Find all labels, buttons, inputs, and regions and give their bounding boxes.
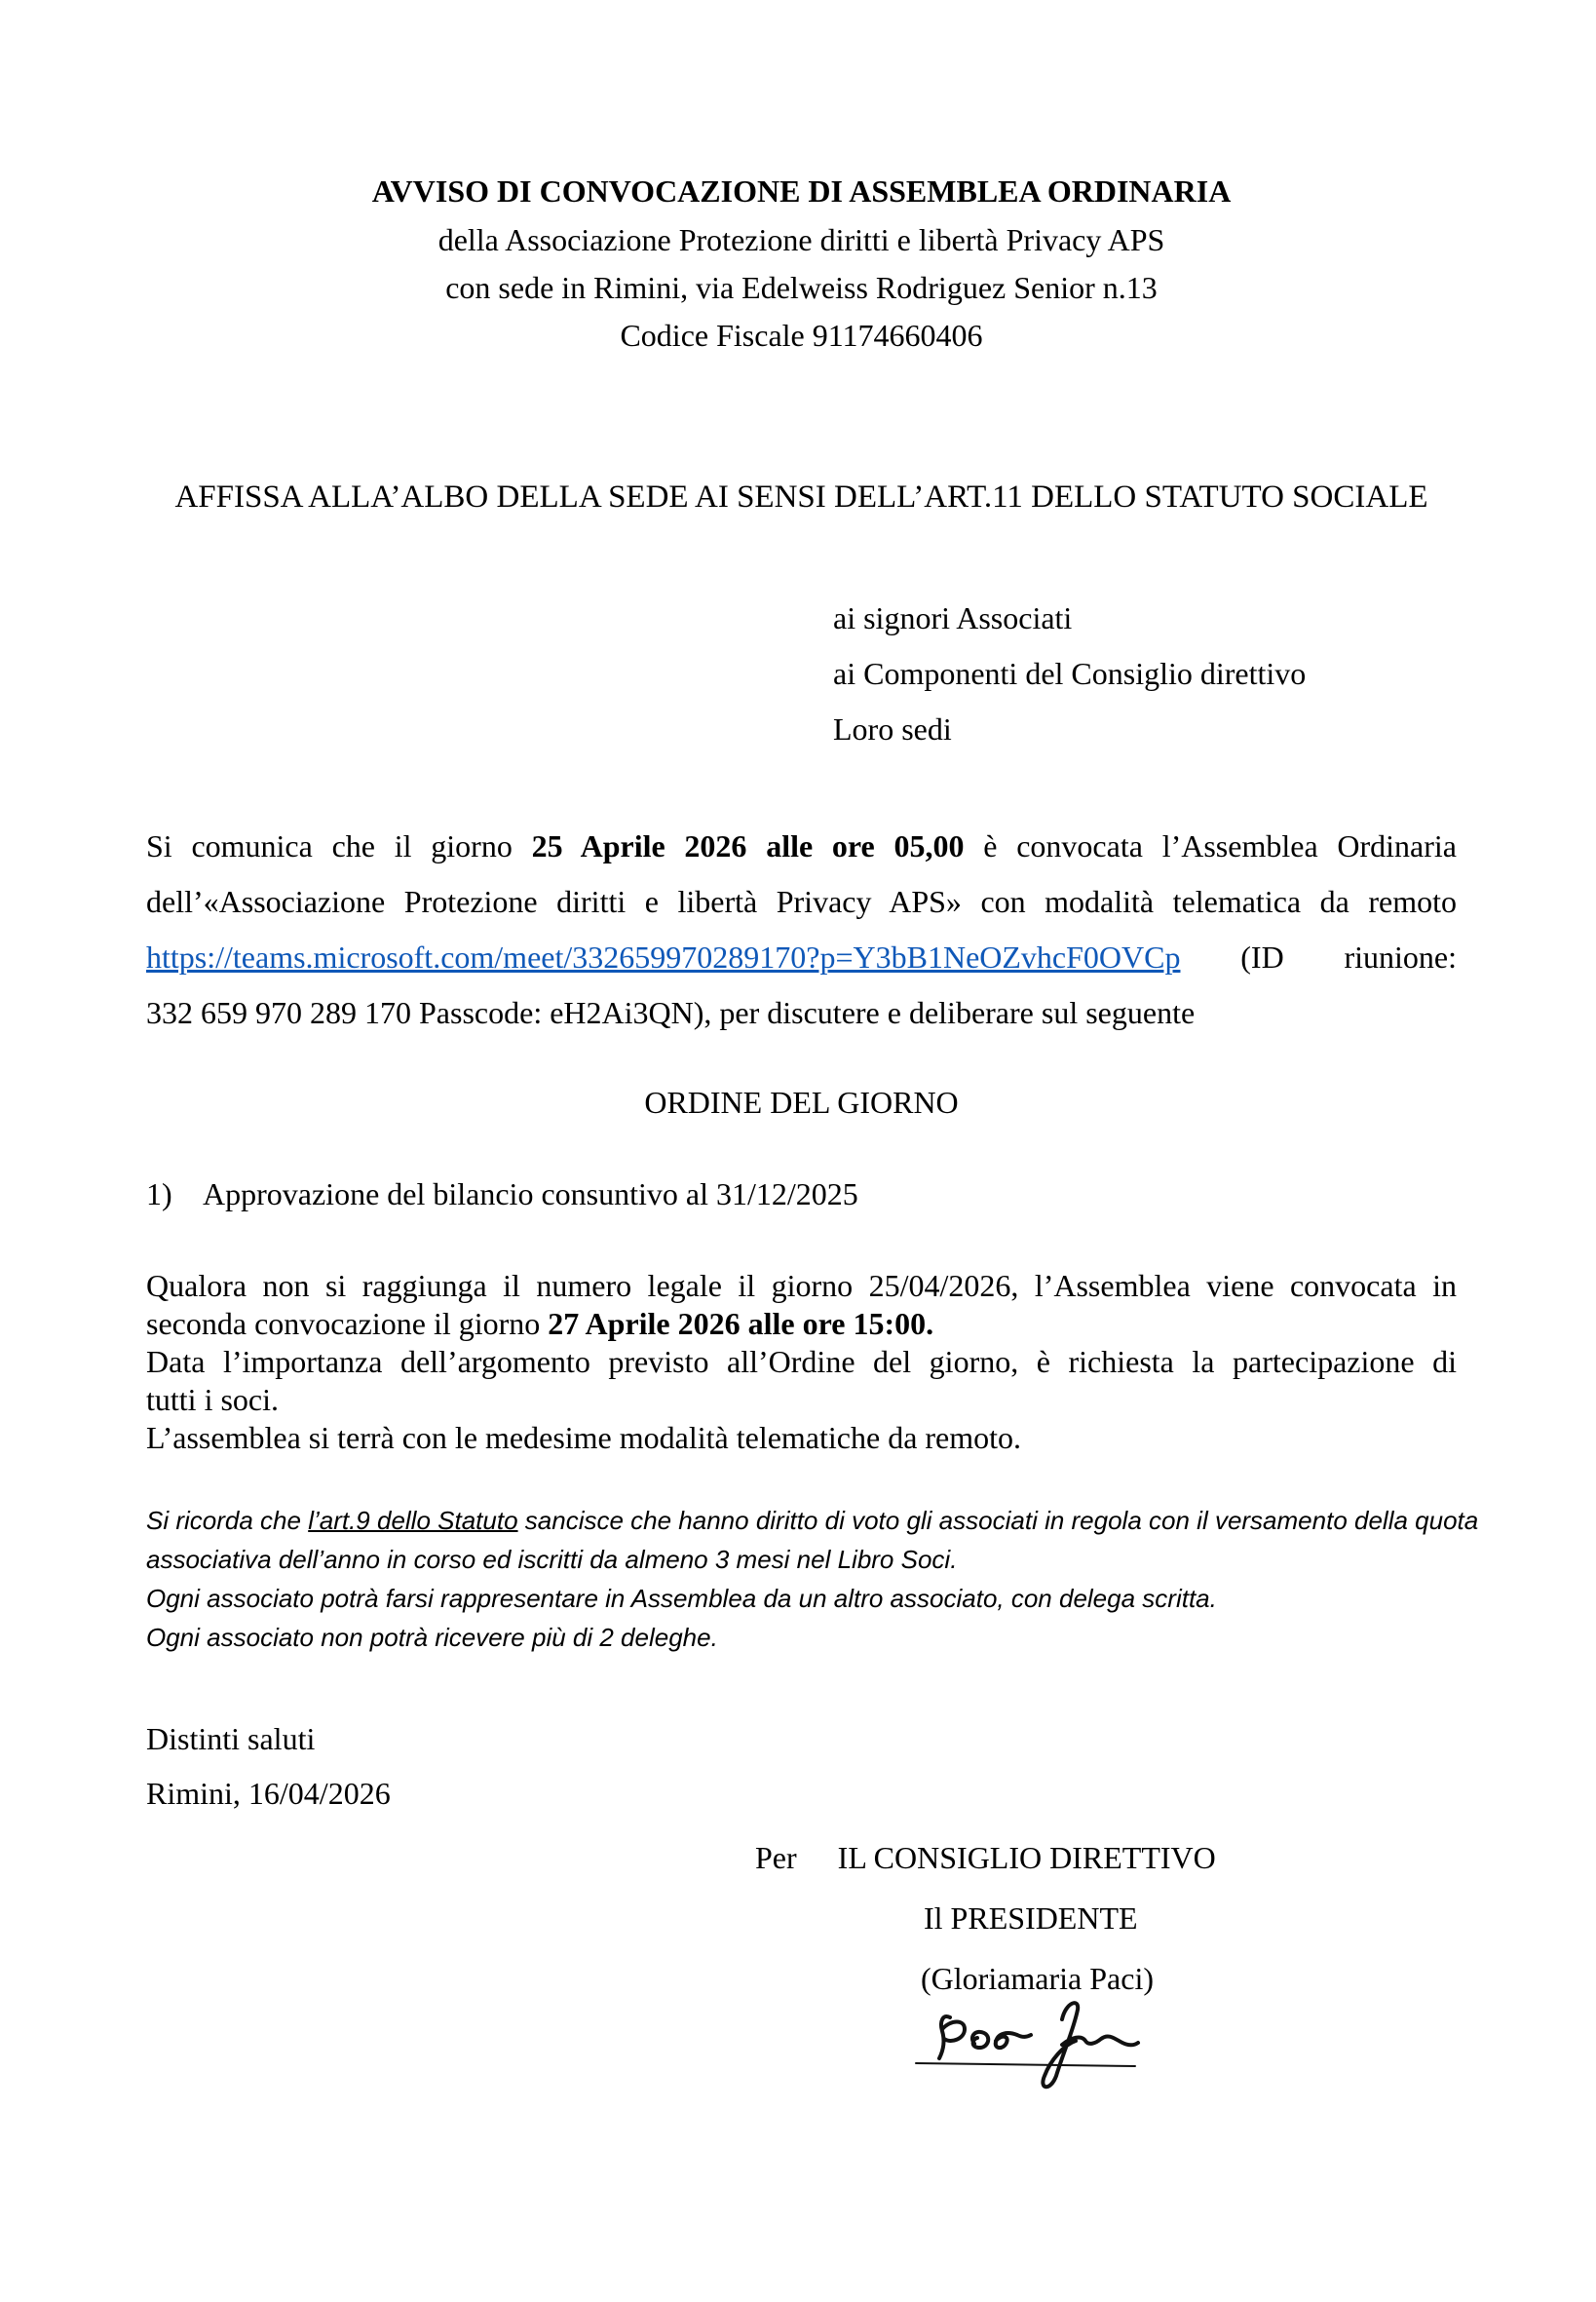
importance-line-1: Data l’importanza dell’argomento previsto all’Ordine del giorno, è richiesta la partecipazione di	[146, 1344, 1457, 1379]
signature-underline	[916, 2063, 1135, 2066]
agenda-heading: ORDINE DEL GIORNO	[644, 1085, 959, 1120]
importance-line-2: tutti i soci.	[146, 1382, 279, 1417]
convocation-line-1	[146, 819, 1457, 874]
president-name: (Gloriamaria Paci)	[921, 1961, 1154, 1996]
note-post: sancisce che hanno diritto di voto gli associati in regola con il versamento della quota	[517, 1506, 1479, 1535]
signature-scribble-icon	[896, 1990, 1237, 2097]
convocation-line-2: dell’«Associazione Protezione diritti e libertà Privacy APS» con modalità telematica da remoto	[146, 884, 1457, 919]
org-address-line: con sede in Rimini, via Edelweiss Rodriguez Senior n.13	[445, 270, 1158, 305]
second-call-paragraph	[146, 1267, 1457, 1457]
recipient-line-loro-sedi: Loro sedi	[833, 711, 952, 747]
recipients-block	[833, 591, 1306, 757]
closing-salutation: Distinti saluti	[146, 1721, 316, 1756]
agenda-item-1-number: 1)	[146, 1176, 172, 1211]
meeting-link[interactable]: https://teams.microsoft.com/meet/332659970289170?p=Y3bB1NeOZvhcF0OVCp	[146, 940, 1181, 975]
per-label: Per	[755, 1840, 797, 1875]
second-call-pre: seconda convocazione il giorno	[146, 1306, 549, 1341]
second-call-line-1: Qualora non si raggiunga il numero legale il giorno 25/04/2026, l’Assemblea viene convocata in	[146, 1268, 1457, 1303]
fiscal-code-line: Codice Fiscale 91174660406	[620, 318, 983, 353]
delegation-limit-line: Ogni associato non potrà ricevere più di 2 deleghe.	[146, 1623, 718, 1652]
delegation-rule-line: Ogni associato potrà farsi rappresentare in Assemblea da un altro associato, con delega scritta.	[146, 1584, 1217, 1613]
statute-note-line-1	[146, 1501, 1479, 1540]
recipient-line-consiglio: ai Componenti del Consiglio direttivo	[833, 656, 1307, 691]
convocation-paragraph	[146, 819, 1457, 1041]
note-pre: Si ricorda che	[146, 1506, 309, 1535]
org-name-line: della Associazione Protezione diritti e libertà Privacy APS	[437, 222, 1165, 257]
statute-note-line-2: associativa dell’anno in corso ed iscritti da almeno 3 mesi nel Libro Soci.	[146, 1545, 958, 1574]
convocation-line-3	[146, 930, 1457, 985]
agenda-item-1-text: Approvazione del bilancio consuntivo al 31/12/2025	[203, 1176, 858, 1211]
first-call-datetime: 25 Aprile 2026 alle ore 05,00	[531, 828, 965, 863]
statute-article-reference: l’art.9 dello Statuto	[308, 1506, 518, 1535]
second-call-line-2	[146, 1305, 1457, 1343]
recipient-line-associati: ai signori Associati	[833, 600, 1073, 635]
signature-area	[896, 1990, 1237, 2097]
convocation-text-pre: Si comunica che il giorno	[146, 828, 532, 863]
second-call-datetime: 27 Aprile 2026 alle ore 15:00.	[548, 1306, 934, 1341]
convocation-text-post: è convocata l’Assemblea Ordinaria	[964, 828, 1458, 863]
meeting-id-label: (ID riunione:	[1180, 940, 1457, 975]
place-date-line: Rimini, 16/04/2026	[146, 1776, 391, 1811]
posting-notice: AFFISSA ALLA’ALBO DELLA SEDE AI SENSI DELL’ART.11 DELLO STATUTO SOCIALE	[174, 480, 1428, 515]
convocation-line-4: 332 659 970 289 170 Passcode: eH2Ai3QN), per discutere e deliberare sul seguente	[146, 995, 1196, 1030]
statute-note	[146, 1501, 1479, 1657]
president-title: Il PRESIDENTE	[924, 1900, 1138, 1936]
council-label: IL CONSIGLIO DIRETTIVO	[837, 1840, 1216, 1875]
document-title: AVVISO DI CONVOCAZIONE DI ASSEMBLEA ORDINARIA	[371, 173, 1232, 209]
council-line	[755, 1840, 1216, 1876]
remote-mode-line: L’assemblea si terrà con le medesime modalità telematiche da remoto.	[146, 1420, 1022, 1455]
per-spacer	[797, 1840, 838, 1876]
agenda-item-1	[146, 1176, 858, 1212]
